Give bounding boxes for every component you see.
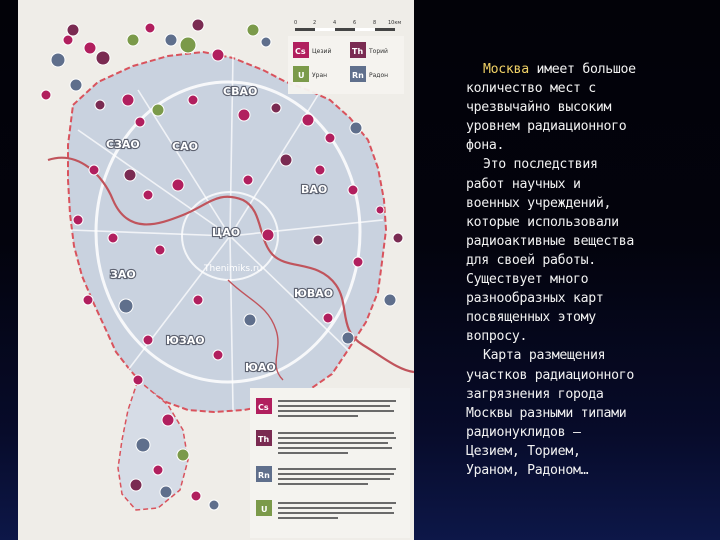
radon-marker (160, 486, 172, 498)
radon-marker (384, 294, 396, 306)
rn-label: Радон (369, 72, 389, 79)
moscow-map-svg (18, 0, 414, 540)
district-sao: САО (172, 140, 198, 153)
u-label: Уран (312, 72, 328, 79)
text-line: Карта размещения (483, 348, 606, 364)
scale-tick-4: 4 (333, 20, 337, 26)
scale-tick-2: 2 (313, 20, 317, 26)
cesium-marker (213, 350, 223, 360)
legend (288, 36, 404, 94)
cesium-marker (73, 215, 83, 225)
text-line: загрязнения города (466, 386, 604, 402)
cesium-marker (63, 35, 73, 45)
thorium-marker (95, 100, 105, 110)
text-line: Москвы разными типами (466, 405, 627, 421)
cesium-marker (155, 245, 165, 255)
footnote-th-symbol: Th (258, 435, 270, 444)
district-zao: ЗАО (110, 268, 136, 281)
cesium-marker (193, 295, 203, 305)
cesium-marker (243, 175, 253, 185)
cesium-marker (153, 465, 163, 475)
uranium-marker (177, 449, 189, 461)
radon-marker (342, 332, 354, 344)
radon-marker (209, 500, 219, 510)
th-label: Торий (369, 48, 388, 55)
scale-tick-8: 8 (373, 20, 377, 26)
cesium-marker (325, 133, 335, 143)
cesium-marker (262, 229, 274, 241)
cesium-marker (143, 190, 153, 200)
cesium-marker (315, 165, 325, 175)
cesium-marker (145, 23, 155, 33)
cesium-marker (188, 95, 198, 105)
radon-marker (51, 53, 65, 67)
u-symbol: U (298, 71, 305, 80)
scale-tick-0: 0 (294, 20, 298, 26)
radon-marker (350, 122, 362, 134)
text-line: Ураном, Радоном… (466, 462, 589, 478)
cesium-marker (212, 49, 224, 61)
thorium-marker (192, 19, 204, 31)
cesium-marker (143, 335, 153, 345)
district-tsao: ЦАО (212, 226, 241, 239)
footnote-rn-symbol: Rn (258, 471, 270, 480)
radon-marker (165, 34, 177, 46)
cesium-marker (89, 165, 99, 175)
paragraph-moscow (466, 60, 704, 155)
thorium-marker (271, 103, 281, 113)
radon-marker (244, 314, 256, 326)
text-line: чрезвычайно высоким (466, 100, 612, 116)
scale-tick-6: 6 (353, 20, 357, 26)
text-line: военных учреждений, (466, 195, 612, 211)
radon-marker (119, 299, 133, 313)
cesium-marker (172, 179, 184, 191)
cesium-marker (84, 42, 96, 54)
district-yuzao: ЮЗАО (166, 334, 205, 347)
text-line: вопросу. (466, 329, 528, 345)
rn-symbol: Rn (352, 71, 364, 80)
thorium-marker (313, 235, 323, 245)
cs-symbol: Cs (295, 47, 306, 56)
cesium-marker (162, 414, 174, 426)
cesium-marker (353, 257, 363, 267)
thorium-marker (393, 233, 403, 243)
cesium-marker (348, 185, 358, 195)
text-line: посвященных этому (466, 310, 596, 326)
paragraph-map-description (466, 346, 704, 480)
text-line: Это последствия (483, 157, 598, 173)
description-text (466, 60, 704, 480)
uranium-marker (127, 34, 139, 46)
district-vao: ВАО (301, 183, 328, 196)
cs-label: Цезий (312, 48, 332, 55)
cesium-marker (238, 109, 250, 121)
text-line: Цезием, Торием, (466, 443, 581, 459)
text-line: работ научных и (466, 176, 581, 192)
scale-tick-10: 10км (388, 20, 402, 26)
thorium-marker (130, 479, 142, 491)
cesium-marker (133, 375, 143, 385)
footnotes (250, 388, 410, 538)
uranium-marker (247, 24, 259, 36)
district-yuao: ЮАО (245, 361, 276, 374)
text-line: фона. (466, 138, 505, 154)
text-line: радиоактивные вещества (466, 233, 635, 249)
thorium-marker (124, 169, 136, 181)
footnote-u-symbol: U (261, 505, 268, 514)
text-line: для своей работы. (466, 252, 596, 268)
uranium-marker (152, 104, 164, 116)
cesium-marker (122, 94, 134, 106)
text-line: участков радиационного (466, 367, 635, 383)
city-name: Москва (483, 62, 529, 77)
cesium-marker (135, 117, 145, 127)
text-line: Существует много (466, 272, 589, 288)
watermark: Thenimiks.ru (204, 264, 263, 274)
text-line: радионуклидов – (466, 424, 581, 440)
radon-marker (261, 37, 271, 47)
radon-marker (136, 438, 150, 452)
cesium-marker (41, 90, 51, 100)
thorium-marker (67, 24, 79, 36)
text-line: уровнем радиационного (466, 119, 627, 135)
cesium-marker (302, 114, 314, 126)
text-line: количество мест с (466, 81, 596, 97)
cesium-marker (83, 295, 93, 305)
cesium-marker (323, 313, 333, 323)
uranium-marker (180, 37, 196, 53)
radon-marker (70, 79, 82, 91)
footnote-cs-symbol: Cs (258, 403, 269, 412)
paragraph-consequences (466, 155, 704, 346)
district-yuvao: ЮВАО (294, 287, 334, 300)
text-line: имеет большое (528, 62, 636, 77)
text-line: разнообразных карт (466, 291, 604, 307)
text-line: которые использовали (466, 214, 619, 230)
scale-bar (294, 20, 401, 31)
radiation-map (18, 0, 414, 540)
th-symbol: Th (352, 47, 364, 56)
cesium-marker (191, 491, 201, 501)
thorium-marker (96, 51, 110, 65)
cesium-marker (108, 233, 118, 243)
cesium-marker (376, 206, 384, 214)
district-svao: СВАО (223, 85, 258, 98)
district-szao: СЗАО (106, 138, 140, 151)
thorium-marker (280, 154, 292, 166)
